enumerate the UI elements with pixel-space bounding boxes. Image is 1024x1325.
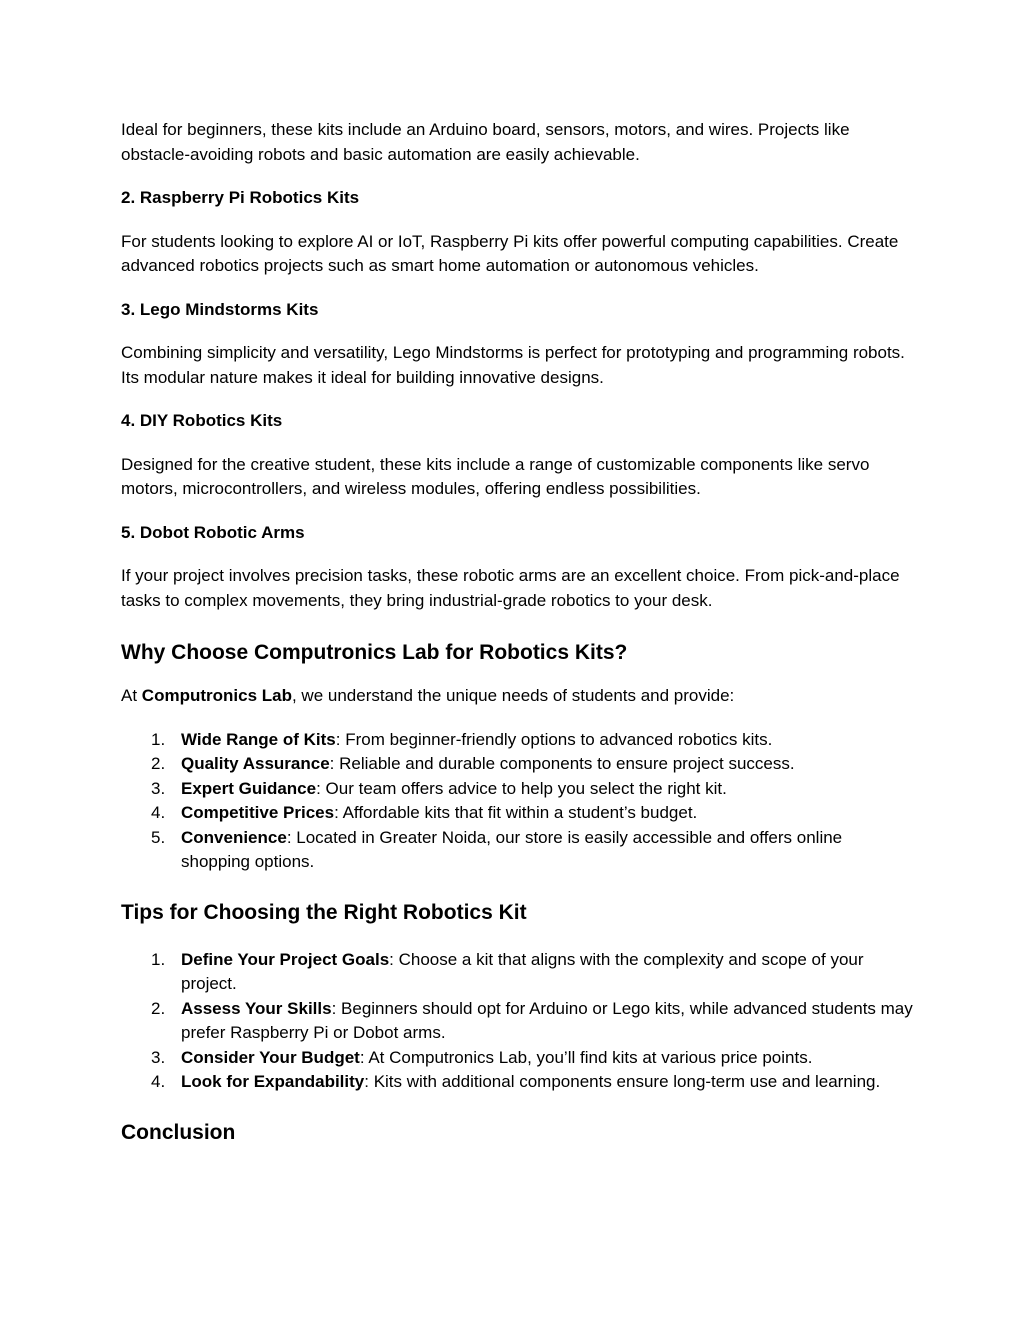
list-item	[121, 1070, 914, 1095]
list-item	[121, 997, 914, 1046]
list-item-text: : Kits with additional components ensure long-term use and learning.	[364, 1072, 881, 1091]
list-item-text: : At Computronics Lab, you’ll find kits at various price points.	[359, 1047, 813, 1067]
tips-heading: Tips for Choosing the Right Robotics Kit	[121, 900, 527, 924]
list-item-text: : Reliable and durable components to ensure project success.	[329, 754, 795, 773]
list-number: 3.	[151, 1047, 166, 1067]
list-item-text: : Choose a kit that aligns with the complexity and scope of your project.	[181, 949, 864, 993]
why-choose-list	[121, 728, 914, 875]
list-item	[121, 948, 914, 997]
list-number: 4.	[151, 1072, 166, 1091]
kit-description: If your project involves precision tasks, these robotic arms are an excellent choice. From pick-and-place tasks to complex movements, they bring industrial-grade robotics to your desk.	[121, 566, 900, 610]
list-number: 5.	[151, 827, 166, 847]
kit-section-lego-mindstorms	[121, 298, 914, 391]
conclusion-heading: Conclusion	[121, 1120, 236, 1144]
kit-section-diy	[121, 409, 914, 502]
kit-heading: 4. DIY Robotics Kits	[121, 411, 283, 430]
list-number: 1.	[151, 949, 166, 969]
list-item-title: Assess Your Skills	[181, 998, 332, 1018]
list-number: 2.	[151, 754, 166, 773]
list-item-title: Define Your Project Goals	[181, 949, 390, 969]
list-number: 1.	[151, 729, 166, 749]
kit-description: Combining simplicity and versatility, Lego Mindstorms is perfect for prototyping and programming robots. Its modular nature makes it ideal for building innovative designs.	[121, 343, 905, 387]
kit-description: For students looking to explore AI or IoT, Raspberry Pi kits offer powerful computing capabilities. Create advanced robotics projects such as smart home automation or autonomous vehicles.	[121, 231, 899, 275]
list-item-title: Competitive Prices	[181, 803, 335, 822]
list-item	[121, 1046, 914, 1071]
list-number: 3.	[151, 778, 166, 798]
why-choose-heading: Why Choose Computronics Lab for Robotics Kits?	[121, 641, 628, 664]
list-item-text: : Located in Greater Noida, our store is easily accessible and offers online shopping options.	[181, 827, 843, 871]
list-item	[121, 801, 914, 826]
list-item	[121, 826, 914, 875]
list-item-title: Wide Range of Kits	[181, 729, 336, 749]
list-number: 2.	[151, 998, 166, 1018]
list-item-title: Quality Assurance	[181, 754, 330, 773]
list-item-text: : Our team offers advice to help you select the right kit.	[316, 778, 727, 798]
list-item-text: : From beginner-friendly options to advanced robotics kits.	[335, 729, 773, 749]
list-item	[121, 777, 914, 802]
list-item	[121, 728, 914, 753]
list-item-text: : Affordable kits that fit within a student’s budget.	[334, 803, 698, 822]
intro-paragraph: Ideal for beginners, these kits include an Arduino board, sensors, motors, and wires. Projects like obstacle-avoiding robots and basic automation are easily achievable.	[121, 120, 850, 164]
why-choose-intro	[121, 684, 914, 709]
tips-list	[121, 948, 914, 1095]
list-item-title: Convenience	[181, 827, 287, 847]
list-item-text: : Beginners should opt for Arduino or Lego kits, while advanced students may prefer Raspberry Pi or Dobot arms.	[181, 998, 913, 1042]
list-number: 4.	[151, 803, 166, 822]
kit-section-raspberry-pi	[121, 186, 914, 279]
company-name: Computronics Lab	[141, 686, 292, 705]
intro-prefix: At	[121, 686, 142, 705]
kit-heading: 3. Lego Mindstorms Kits	[121, 299, 319, 319]
list-item-title: Consider Your Budget	[181, 1047, 360, 1067]
list-item	[121, 752, 914, 777]
intro-suffix: , we understand the unique needs of students and provide:	[291, 686, 735, 705]
kit-section-dobot	[121, 521, 914, 614]
list-item-title: Look for Expandability	[181, 1072, 365, 1091]
list-item-title: Expert Guidance	[181, 778, 317, 798]
kit-description: Designed for the creative student, these kits include a range of customizable components like servo motors, microcontrollers, and wireless modules, offering endless possibilities.	[121, 454, 870, 498]
kit-heading: 2. Raspberry Pi Robotics Kits	[121, 188, 360, 207]
kit-heading: 5. Dobot Robotic Arms	[121, 522, 305, 542]
